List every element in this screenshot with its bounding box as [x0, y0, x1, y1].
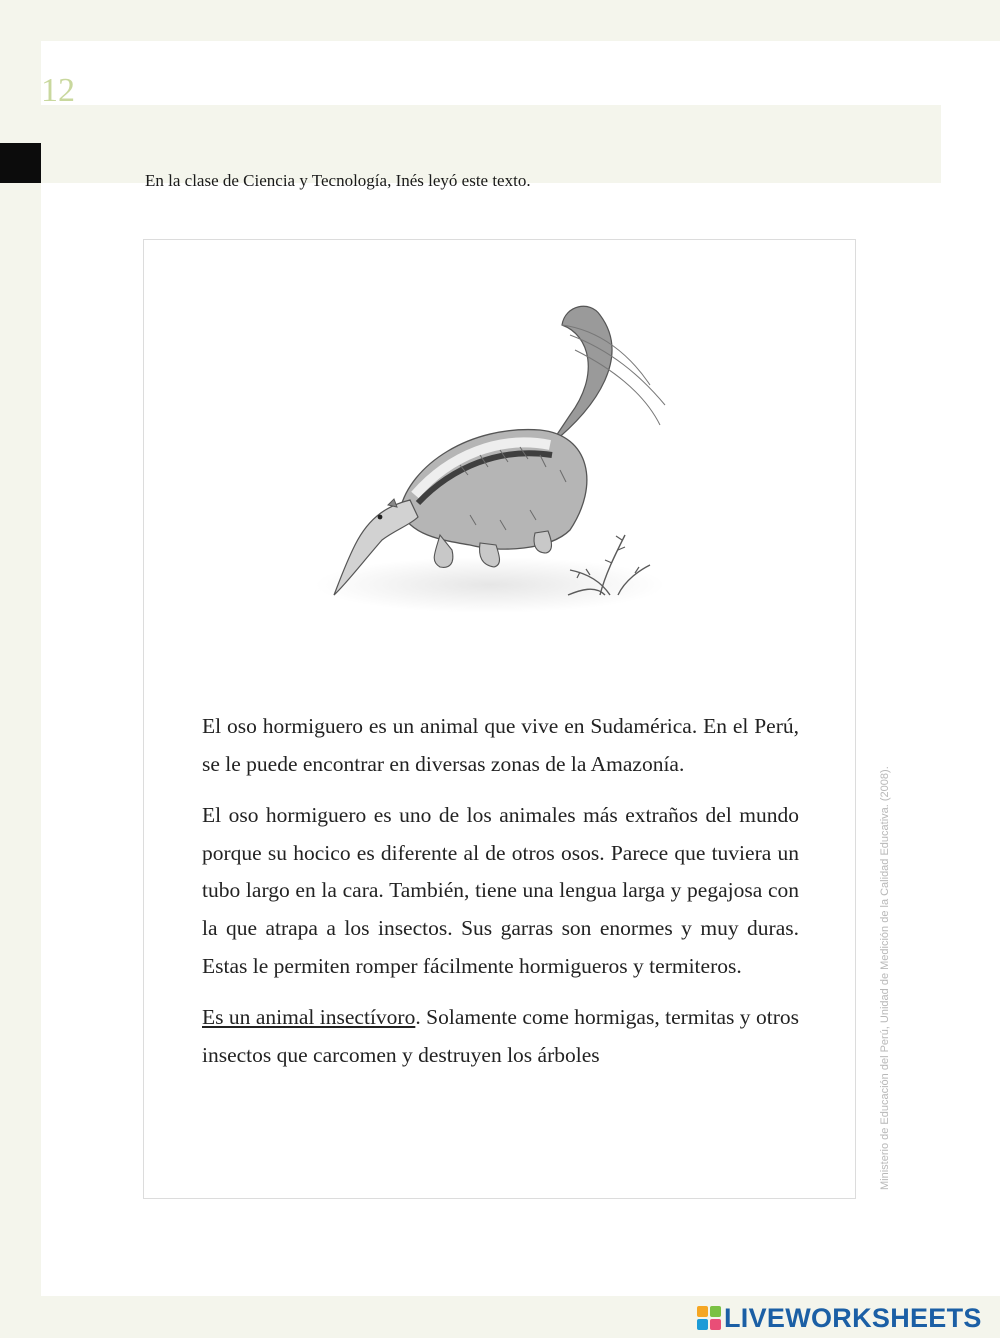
page-edge-tab: [0, 143, 41, 183]
intro-sentence: En la clase de Ciencia y Tecnología, Inés leyó este texto.: [145, 171, 531, 190]
paragraph-3-rest: . Solamente come hormigas, termitas y otros insectos que carcomen y destruyen los árboles: [202, 1005, 799, 1067]
paragraph-3: [202, 999, 799, 1074]
source-credit: Ministerio de Educación del Perú, Unidad de Medición de la Calidad Educativa. (2008).: [879, 766, 891, 1190]
liveworksheets-brand[interactable]: [697, 1303, 982, 1333]
underlined-phrase: Es un animal insectívoro: [202, 1005, 416, 1030]
page-number: 12: [41, 72, 75, 109]
brand-name: LIVEWORKSHEETS: [724, 1302, 982, 1333]
paragraph-2: El oso hormiguero es uno de los animales más extraños del mundo porque su hocico es diferente al de otros osos. Parece que tuviera un tubo largo en la cara. También, tiene una lengua larga y pegajosa con la que atrapa a los insectos. Sus garras son enormes y muy duras. Estas le permiten romper fácilmente hormigueros y termiteros.: [202, 803, 799, 978]
anteater-illustration: [300, 295, 690, 625]
reading-text: [202, 708, 799, 1088]
liveworksheets-logo-icon: [697, 1306, 721, 1330]
paragraph-1: El oso hormiguero es un animal que vive en Sudamérica. En el Perú, se le puede encontrar en diversas zonas de la Amazonía.: [202, 714, 799, 776]
